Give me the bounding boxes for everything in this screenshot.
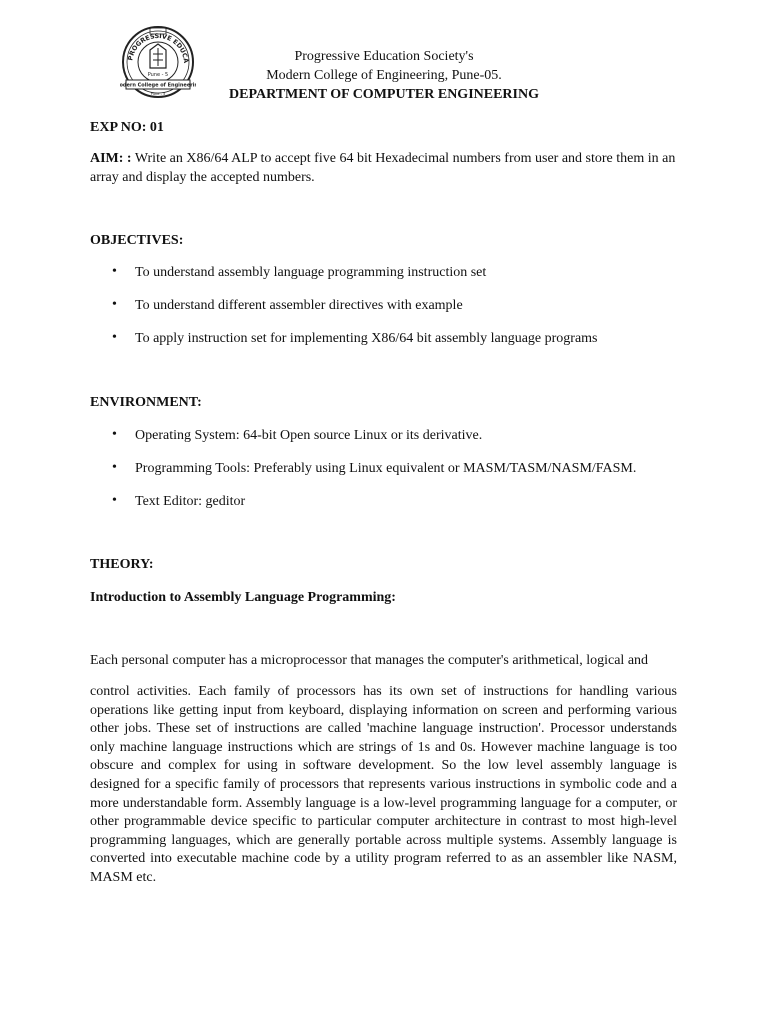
theory-subheading: Introduction to Assembly Language Programming: xyxy=(90,590,396,605)
bullet-icon: • xyxy=(112,264,117,279)
aim-text: Write an X86/64 ALP to accept five 64 bit Hexadecimal numbers from user and store them in an xyxy=(134,151,676,166)
aim-label: AIM: : xyxy=(90,151,132,166)
objective-item: To apply instruction set for implementing X86/64 bit assembly language programs xyxy=(135,331,598,346)
bullet-icon: • xyxy=(112,330,117,345)
bullet-icon: • xyxy=(112,297,117,312)
theory-heading: THEORY: xyxy=(90,557,154,572)
bullet-icon: • xyxy=(112,493,117,508)
environment-heading: ENVIRONMENT: xyxy=(90,395,202,410)
objective-item: To understand different assembler directives with example xyxy=(135,298,463,313)
svg-text:Modern College of Engineering: odern College of Engineeri xyxy=(120,82,195,89)
objectives-heading: OBJECTIVES: xyxy=(90,233,184,248)
college-name: Modern College of Engineering, Pune-05. xyxy=(266,68,502,83)
department-heading: DEPARTMENT OF COMPUTER ENGINEERING xyxy=(229,87,539,102)
svg-text:Pune - 5: Pune - 5 xyxy=(150,92,166,96)
objective-item: To understand assembly language programming instruction set xyxy=(135,265,487,280)
svg-text:Pune - 5: Pune - 5 xyxy=(147,72,169,78)
aim-line-1 xyxy=(90,149,675,168)
society-name: Progressive Education Society's xyxy=(294,49,474,64)
theory-intro-line: Each personal computer has a microprocessor that manages the computer's arithmetical, logical and xyxy=(90,653,649,668)
bullet-icon: • xyxy=(112,460,117,475)
bullet-icon: • xyxy=(112,427,117,442)
environment-item: Operating System: 64-bit Open source Linux or its derivative. xyxy=(135,428,483,443)
environment-item: Programming Tools: Preferably using Linux equivalent or MASM/TASM/NASM/FASM. xyxy=(135,461,637,476)
aim-line-2: array and display the accepted numbers. xyxy=(90,170,315,185)
svg-text:PROGRESSIVE EDUCATION SOCIETY: PROGRESSIVE EDUCA xyxy=(126,31,191,63)
experiment-number: EXP NO: 01 xyxy=(90,120,164,135)
theory-paragraph: control activities. Each family of processors has its own set of instructions for handling various operations like getting input from keyboard, displaying information on screen and performing various other jobs. These set of instructions are called 'machine language instruction'. Processor understands only machine language instructions which are strings of 1s and 0s. However machine language is too obscure and complex for using in software development. So the low level assembly language is designed for a specific family of processors that represents various instructions in symbolic code and a more understandable form. Assembly language is a low-level programming language for a computer, or other programmable device specific to particular computer architecture in contrast to most high-level programming languages, which are generally portable across multiple systems. Assembly language is converted into executable machine code by a utility program referred to as an assembler like NASM, MASM etc. xyxy=(90,684,677,885)
environment-item: Text Editor: geditor xyxy=(135,494,246,509)
